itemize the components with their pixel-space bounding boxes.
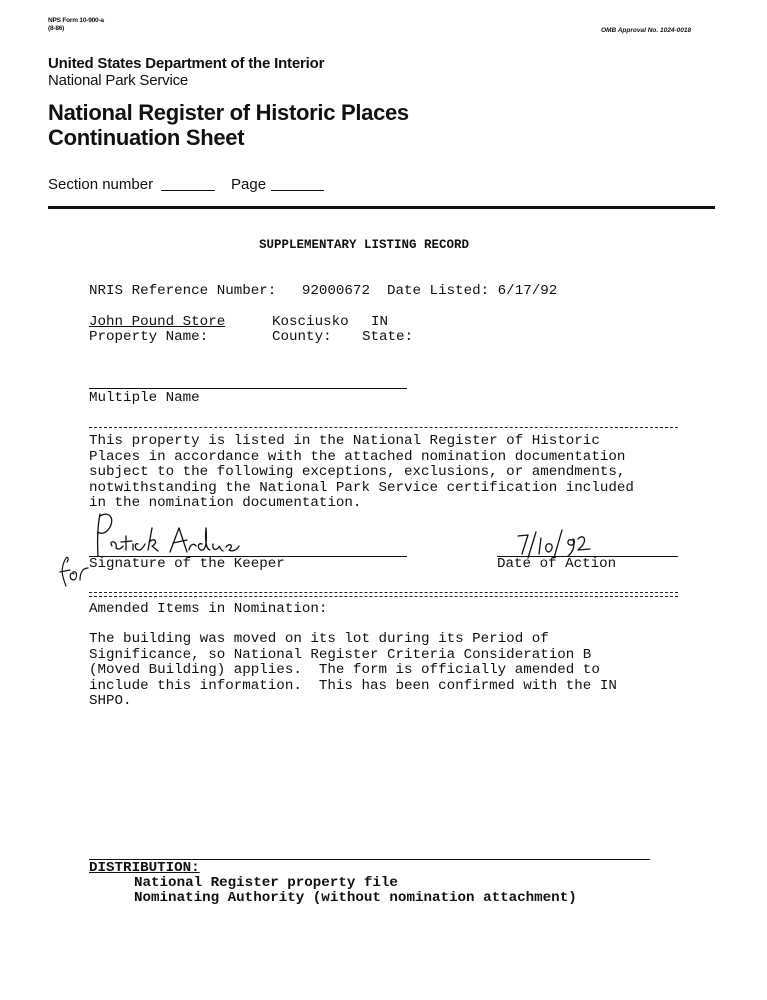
county-label: County: xyxy=(272,329,332,345)
amended-items-paragraph: The building was moved on its lot during its Period of Significance, so National Register Criteria Consideration B (Moved Building) applies. The form is officially amended to include this information. This has been confirmed with the IN SHPO. xyxy=(89,631,617,709)
signature-label: Signature of the Keeper xyxy=(89,556,285,572)
page-number-blank xyxy=(271,190,324,191)
certification-paragraph: This property is listed in the National Register of Historic Places in accordance with the attached nomination documentation subject to the following exceptions, exclusions, or amendments, notwithstanding the National Park Service certification included in the nomination documentation. xyxy=(89,433,634,511)
nris-reference-line: NRIS Reference Number: 92000672 Date Listed: 6/17/92 xyxy=(89,283,558,299)
record-heading: SUPPLEMENTARY LISTING RECORD xyxy=(259,238,470,252)
form-number: NPS Form 10-900-a (8-86) xyxy=(48,17,104,32)
document-subtitle: Continuation Sheet xyxy=(48,125,245,150)
margin-initials xyxy=(56,550,92,590)
double-dashed-divider xyxy=(89,592,678,597)
keeper-signature xyxy=(86,510,276,560)
agency-name: United States Department of the Interior xyxy=(48,55,325,72)
date-of-action-label: Date of Action xyxy=(497,556,617,572)
multiple-name-label: Multiple Name xyxy=(89,390,200,406)
distribution-heading: DISTRIBUTION: xyxy=(89,860,200,876)
dashed-divider xyxy=(89,427,678,428)
omb-approval-number: OMB Approval No. 1024-0018 xyxy=(601,27,692,34)
amended-items-heading: Amended Items in Nomination: xyxy=(89,601,328,617)
multiple-name-field-line xyxy=(89,388,407,389)
page-label: Page xyxy=(231,176,267,193)
property-name-value: John Pound Store xyxy=(89,314,226,330)
distribution-item: Nominating Authority (without nomination attachment) xyxy=(134,890,577,906)
section-number-label: Section number xyxy=(48,176,154,193)
bureau-name: National Park Service xyxy=(48,72,189,89)
header-divider xyxy=(48,206,715,209)
county-value: Kosciusko xyxy=(272,314,349,330)
state-value: IN xyxy=(371,314,389,330)
distribution-item: National Register property file xyxy=(134,875,398,891)
section-number-blank xyxy=(161,190,215,191)
document-title: National Register of Historic Places xyxy=(48,100,409,125)
state-label: State: xyxy=(362,329,414,345)
property-name-label: Property Name: xyxy=(89,329,209,345)
